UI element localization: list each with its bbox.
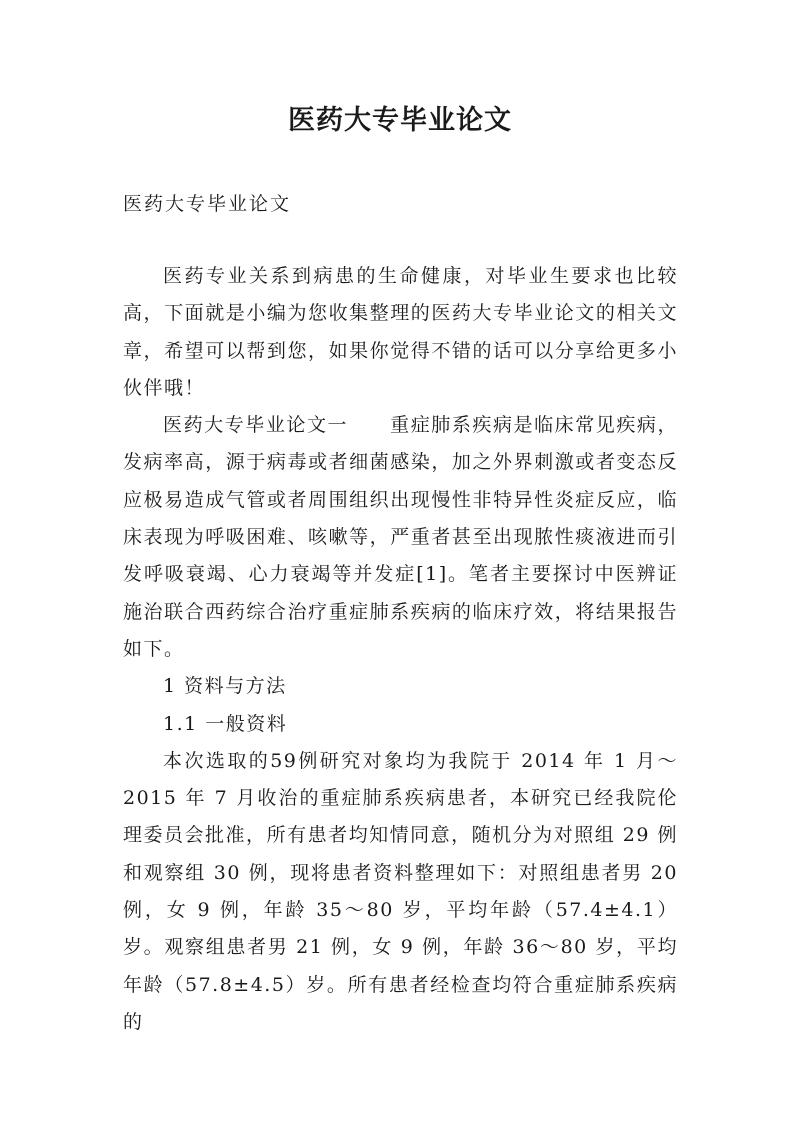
data-paragraph: 本次选取的59例研究对象均为我院于 2014 年 1 月～2015 年 7 月收治的重症肺系疾病患者，本研究已经我院伦理委员会批准，所有患者均知情同意，随机分为对照组 29 例和观察组 30 例，现将患者资料整理如下：对照组患者男 20 例，女 9 例，年龄 35～80 岁，平均年龄（57.4±4.1）岁。观察组患者男 21 例，女 9 例，年龄 36～80 岁，平均年龄（57.8±4.5）岁。所有患者经检查均符合重症肺系疾病的	[123, 749, 678, 1033]
section-heading-1-1: 1.1 一般资料	[163, 712, 288, 735]
paper1-label: 医药大专毕业论文一	[163, 414, 349, 437]
document-body	[123, 258, 678, 1041]
paper1-paragraph	[123, 407, 678, 668]
document-subtitle: 医药大专毕业论文	[123, 193, 292, 215]
intro-paragraph: 医药专业关系到病患的生命健康，对毕业生要求也比较高，下面就是小编为您收集整理的医药大专毕业论文的相关文章，希望可以帮到您，如果你觉得不错的话可以分享给更多小伙伴哦！	[123, 265, 678, 399]
document-title: 医药大专毕业论文	[288, 105, 512, 136]
section-heading-1: 1 资料与方法	[163, 675, 287, 698]
paper1-body: 重症肺系疾病是临床常见疾病，发病率高，源于病毒或者细菌感染，加之外界刺激或者变态反应极易造成气管或者周围组织出现慢性非特异性炎症反应，临床表现为呼吸困难、咳嗽等，严重者甚至出现脓性痰液进而引发呼吸衰竭、心力衰竭等并发症[1]。笔者主要探讨中医辨证施治联合西药综合治疗重症肺系疾病的临床疗效，将结果报告如下。	[123, 414, 678, 660]
